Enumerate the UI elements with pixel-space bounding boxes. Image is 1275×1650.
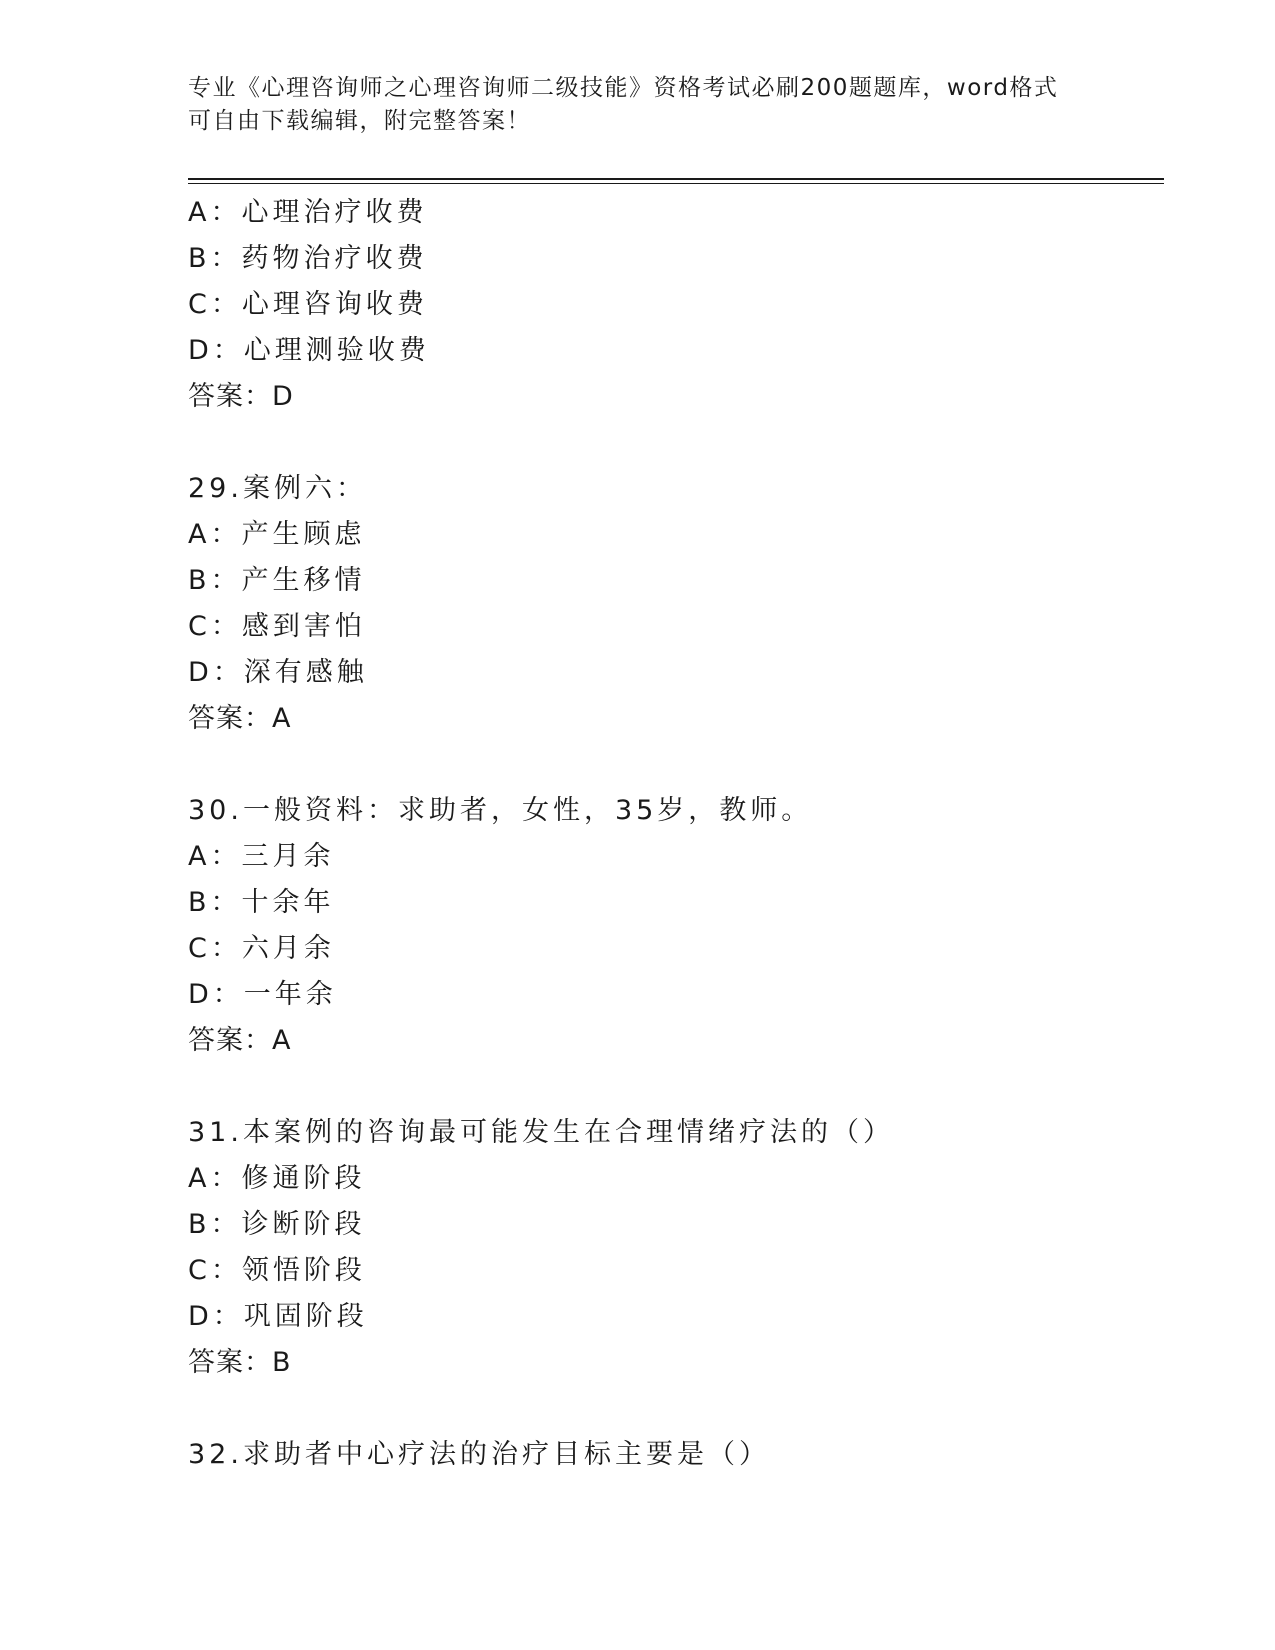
option-c: C：心理咨询收费 bbox=[188, 289, 428, 320]
question-block-32 bbox=[188, 1432, 1164, 1478]
question-block-30 bbox=[188, 788, 1164, 1064]
option-a: A：三月余 bbox=[188, 841, 335, 872]
spacer bbox=[188, 742, 1164, 788]
question-block-31 bbox=[188, 1110, 1164, 1386]
option-d: D：一年余 bbox=[188, 979, 337, 1010]
option-c: C：领悟阶段 bbox=[188, 1255, 366, 1286]
option-d: D：心理测验收费 bbox=[188, 335, 430, 366]
header-line-1: 专业《心理咨询师之心理咨询师二级技能》资格考试必刷200题题库，word格式 bbox=[188, 75, 1059, 101]
option-a: A：修通阶段 bbox=[188, 1163, 366, 1194]
option-c: C：感到害怕 bbox=[188, 611, 366, 642]
answer: 答案：A bbox=[188, 703, 292, 734]
answer: 答案：D bbox=[188, 381, 294, 412]
spacer bbox=[188, 1064, 1164, 1110]
spacer bbox=[188, 420, 1164, 466]
question-text: 32.求助者中心疗法的治疗目标主要是（） bbox=[188, 1439, 770, 1470]
document-header bbox=[188, 72, 1068, 138]
question-text: 31.本案例的咨询最可能发生在合理情绪疗法的（） bbox=[188, 1117, 894, 1148]
question-text: 30.一般资料：求助者，女性，35岁，教师。 bbox=[188, 795, 813, 826]
option-d: D：巩固阶段 bbox=[188, 1301, 368, 1332]
option-c: C：六月余 bbox=[188, 933, 335, 964]
header-rule-thin bbox=[188, 183, 1164, 184]
option-a: A：产生顾虑 bbox=[188, 519, 366, 550]
question-block-28 bbox=[188, 190, 1164, 420]
option-a: A：心理治疗收费 bbox=[188, 197, 428, 228]
answer: 答案：B bbox=[188, 1347, 292, 1378]
question-block-29 bbox=[188, 466, 1164, 742]
option-b: B：十余年 bbox=[188, 887, 335, 918]
option-b: B：产生移情 bbox=[188, 565, 366, 596]
question-list bbox=[188, 190, 1164, 1478]
header-rule-thick bbox=[188, 178, 1164, 180]
answer: 答案：A bbox=[188, 1025, 292, 1056]
option-b: B：药物治疗收费 bbox=[188, 243, 428, 274]
spacer bbox=[188, 1386, 1164, 1432]
option-b: B：诊断阶段 bbox=[188, 1209, 366, 1240]
header-line-2: 可自由下载编辑，附完整答案！ bbox=[188, 108, 531, 134]
question-text: 29.案例六： bbox=[188, 473, 367, 504]
option-d: D：深有感触 bbox=[188, 657, 368, 688]
